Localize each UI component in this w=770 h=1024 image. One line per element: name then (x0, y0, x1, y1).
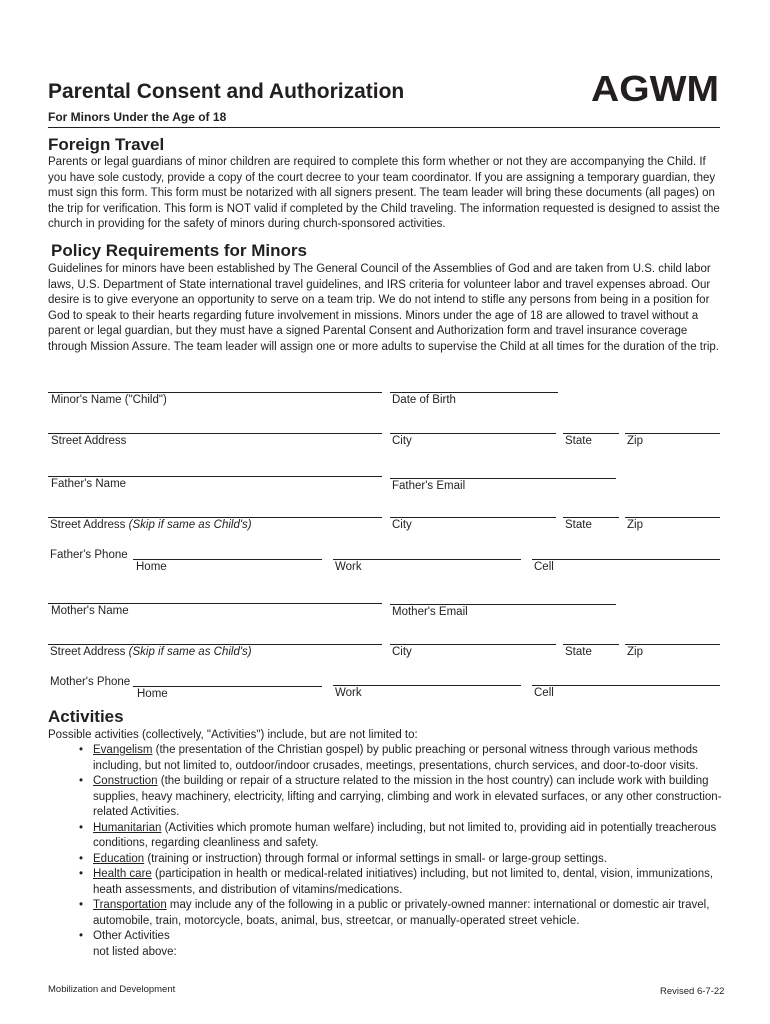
foreign-travel-text: Parents or legal guardians of minor children are required to complete this form whether or not they are accompanying the Child. If you have sole custody, provide a copy of the court decree to your team coordinator. If you are assigning a temporary guardian, they must sign this form. This form must be notarized with all signers present. The team leader will bring these documents (all pages) on the trip for verification. This form is NOT valid if completed by the Child traveling. The information requested is designed to assist the church in providing for the safety of minors during church-sponsored activities. (48, 156, 720, 231)
father-name-label: Father's Name (51, 478, 127, 490)
activity-desc: (training or instruction) through formal or informal settings in small- or large-group settings. (144, 852, 607, 865)
activity-item-other (79, 929, 724, 960)
policy-text: Guidelines for minors have been established by The General Council of the Assemblies of God and are taken from U.S. child labor laws, U.S. Department of State international travel guidelines, and IRS criteria for volunteer labor and travel expenses abroad. Our desire is to give everyone an opportunity to serve on a team trip. We do not intend to stifle any persons from being in a position for God to speak to their hearts regarding future involvement in missions. Minors under the age of 18 are allowed to travel without a parent or legal guardian, but they must have a signed Parental Consent and Authorization form and travel insurance coverage through Mission Assure. The team leader will assign one or more adults to supervise the Child at all times for the duration of the trip. (48, 263, 719, 353)
mother-name-label: Mother's Name (51, 605, 129, 617)
father-email-label: Father's Email (392, 480, 466, 492)
mother-street-input[interactable] (48, 644, 382, 645)
father-zip-input[interactable] (625, 517, 720, 518)
agwm-logo (590, 70, 720, 106)
father-street-skip-note: (Skip if same as Child's) (128, 519, 252, 531)
mother-zip-input[interactable] (625, 644, 720, 645)
activity-term: Health care (93, 868, 152, 880)
dob-label: Date of Birth (392, 394, 456, 406)
activity-desc: (participation in health or medical-related initiatives) including, but not limited to, dental, vision, immunizations, heath assessments, and distribution of vitamins/medications. (93, 868, 714, 896)
activity-item-evangelism (79, 743, 724, 774)
activities-intro: Possible activities (collectively, "Activities") include, but are not limited to: (48, 729, 418, 741)
mother-street-label (50, 646, 252, 658)
activity-desc: (Activities which promote human welfare) including, but not limited to, providing aid in potentially treacherous conditions, regarding cleanliness and safety. (93, 821, 717, 849)
child-city-label: City (392, 435, 412, 447)
father-state-label: State (565, 519, 592, 531)
father-city-input[interactable] (390, 517, 556, 518)
father-street-text: Street Address (50, 519, 126, 531)
activity-term: Education (93, 852, 145, 865)
father-street-input[interactable] (48, 517, 382, 518)
mother-name-input[interactable] (48, 603, 382, 604)
footer-department: Mobilization and Development (48, 984, 176, 995)
other-activities-line1: Other Activities (93, 930, 170, 942)
mother-city-input[interactable] (390, 644, 556, 645)
page-subtitle: For Minors Under the Age of 18 (48, 110, 227, 124)
activity-desc: (the presentation of the Christian gospel) by public preaching or personal witness through various methods including, but not limited to, outdoor/indoor crusades, meetings, presentations, church services, and door-to-door visits. (93, 744, 699, 772)
activity-desc: may include any of the following in a public or privately-owned manner: international or domestic air travel, automobile, train, motorcycle, boats, animal, bus, streetcar, or manually-operated street vehicle. (93, 899, 710, 927)
logo-text: AGWM (591, 70, 719, 106)
mother-city-label: City (392, 646, 412, 658)
activity-term: Transportation (93, 899, 167, 911)
mother-work-label: Work (335, 687, 362, 699)
mother-state-input[interactable] (563, 644, 619, 645)
mother-street-skip-note: (Skip if same as Child's) (128, 646, 252, 658)
activities-list (79, 743, 724, 960)
child-street-label: Street Address (51, 435, 127, 447)
mother-home-phone-input[interactable] (133, 686, 322, 687)
father-name-input[interactable] (48, 476, 382, 477)
other-activities-line2: not listed above: (93, 945, 177, 958)
father-zip-label: Zip (627, 519, 643, 531)
child-city-input[interactable] (390, 433, 556, 434)
activity-desc: (the building or repair of a structure related to the mission in the host country) can include work with building supplies, heavy machinery, electricity, lifting and carrying, climbing and work in elevated surfaces, or any other construction-related Activities. (93, 775, 722, 818)
minor-name-label: Minor's Name ("Child") (51, 394, 167, 406)
father-phone-label: Father's Phone (50, 549, 128, 561)
father-street-label (50, 519, 252, 531)
activity-item-education (79, 852, 724, 868)
activities-heading: Activities (48, 707, 124, 726)
mother-cell-phone-input[interactable] (532, 685, 720, 686)
page-title: Parental Consent and Authorization (48, 80, 405, 103)
child-state-label: State (565, 435, 592, 447)
child-zip-label: Zip (627, 435, 643, 447)
policy-heading: Policy Requirements for Minors (51, 241, 307, 260)
father-cell-phone-input[interactable] (532, 559, 720, 560)
activity-item-construction (79, 774, 724, 821)
mother-zip-label: Zip (627, 646, 643, 658)
child-street-input[interactable] (48, 433, 382, 434)
dob-input[interactable] (390, 392, 558, 393)
father-home-label: Home (136, 561, 167, 573)
activity-item-health-care (79, 867, 724, 898)
father-email-input[interactable] (390, 478, 616, 479)
activity-term: Evangelism (93, 744, 153, 756)
mother-email-label: Mother's Email (392, 606, 468, 618)
father-state-input[interactable] (563, 517, 619, 518)
mother-phone-label: Mother's Phone (50, 676, 131, 688)
minor-name-input[interactable] (48, 392, 382, 393)
mother-street-text: Street Address (50, 646, 126, 658)
father-home-phone-input[interactable] (133, 559, 322, 560)
mother-cell-label: Cell (534, 687, 554, 699)
mother-work-phone-input[interactable] (333, 685, 521, 686)
father-city-label: City (392, 519, 412, 531)
activity-term: Construction (93, 775, 158, 787)
foreign-travel-heading: Foreign Travel (48, 135, 165, 154)
footer-revision: Revised 6-7-22 (660, 986, 725, 997)
mother-state-label: State (565, 646, 592, 658)
activity-item-transportation (79, 898, 724, 929)
child-state-input[interactable] (563, 433, 619, 434)
activity-item-humanitarian (79, 821, 724, 852)
father-work-phone-input[interactable] (333, 559, 521, 560)
header-divider (48, 127, 720, 128)
mother-email-input[interactable] (390, 604, 616, 605)
activity-term: Humanitarian (93, 821, 162, 834)
father-work-label: Work (335, 561, 362, 573)
mother-home-label: Home (137, 688, 168, 700)
child-zip-input[interactable] (625, 433, 720, 434)
father-cell-label: Cell (534, 561, 554, 573)
